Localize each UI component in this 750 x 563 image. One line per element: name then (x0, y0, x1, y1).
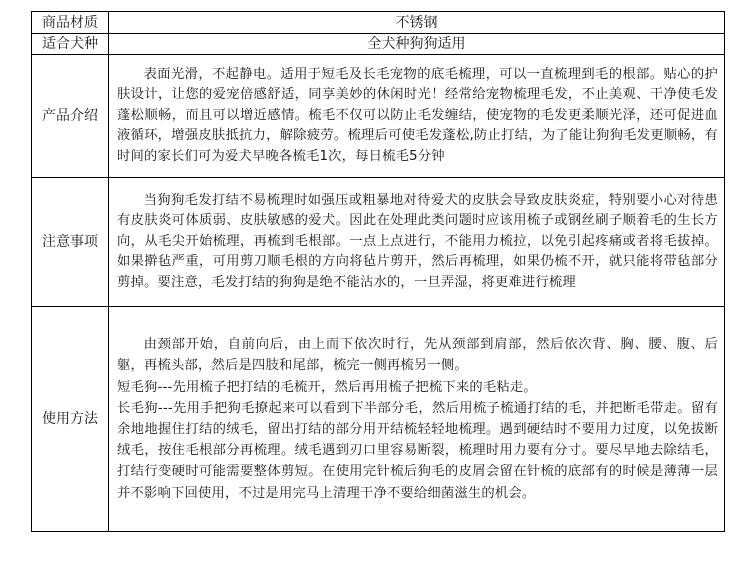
suitable-dogs-value: 全犬种狗狗适用 (109, 34, 725, 55)
usage-cell (109, 307, 725, 532)
material-label: 商品材质 (32, 12, 109, 34)
product-intro-label: 产品介绍 (32, 55, 109, 178)
usage-intro-text: 由颈部开始，自前向后，由上而下依次时行，先从颈部到肩部，然后依次背、胸、腰、腹、后躯，再梳头部，然后是四肢和尾部，梳完一侧再梳另一侧。 (117, 337, 718, 374)
usage-long-hair-text: 长毛狗---先用手把狗毛撩起来可以看到下半部分毛，然后用梳子梳通打结的毛，并把断毛带走。留有余地地握住打结的绒毛，留出打结的部分用开结梳轻轻地梳理。遇到硬结时不要用力过度，以免拔断绒毛，按住毛根部分再梳理。绒毛遇到刃口里容易断裂，梳理时用力要有分寸。要尽早地去除结毛，打结行变硬时可能需要整体剪短。在使用完针梳后狗毛的皮屑会留在针梳的底部有的时候是薄薄一层并不影响下回使用，不过是用完马上清理干净不要给细菌滋生的机会。 (117, 400, 718, 501)
table-row-suitable-dogs (32, 34, 725, 55)
table-row-material (32, 12, 725, 34)
product-intro-text: 表面光滑，不起静电。适用于短毛及长毛宠物的底毛梳理，可以一直梳理到毛的根部。贴心的护肤设计，让您的爱宠倍感舒适，同享美妙的休闲时光！经常给宠物梳理毛发，不止美观、干净使毛发蓬松顺畅，而且可以增近感情。梳毛不仅可以防止毛发缠结，使宠物的毛发更柔顺光泽，还可促进血液循环，增强皮肤抵抗力，解除疲劳。梳理后可使毛发蓬松,防止打结，为了能让狗狗毛发更顺畅，有时间的家长们可为爱犬早晚各梳毛1次，每日梳毛5分钟 (117, 66, 718, 164)
table-row-notes (32, 178, 725, 307)
material-value: 不锈钢 (109, 12, 725, 34)
notes-cell (109, 178, 725, 307)
product-spec-table (31, 11, 725, 532)
table-row-usage (32, 307, 725, 532)
notes-text: 当狗狗毛发打结不易梳理时如强压或粗暴地对待爱犬的皮肤会导致皮肤炎症，特别要小心对待患有皮肤炎可体质弱、皮肤敏感的爱犬。因此在处理此类问题时应该用梳子或钢丝刷子顺着毛的生长方向，从毛尖开始梳理，再梳到毛根部。一点上点进行，不能用力梳拉，以免引起疼痛或者将毛拔掉。如果擀毡严重，可用剪刀顺毛根的方向将毡片剪开，然后再梳理，如果仍梳不开，就只能将带毡部分剪掉。要注意，毛发打结的狗狗是绝不能沾水的，一旦弄湿，将更难进行梳理 (117, 192, 718, 290)
product-intro-cell (109, 55, 725, 178)
suitable-dogs-label: 适合犬种 (32, 34, 109, 55)
table-row-product-intro (32, 55, 725, 178)
usage-short-hair-text: 短毛狗---先用梳子把打结的毛梳开，然后再用梳子把梳下来的毛粘走。 (117, 379, 537, 395)
notes-label: 注意事项 (32, 178, 109, 307)
usage-label: 使用方法 (32, 307, 109, 532)
